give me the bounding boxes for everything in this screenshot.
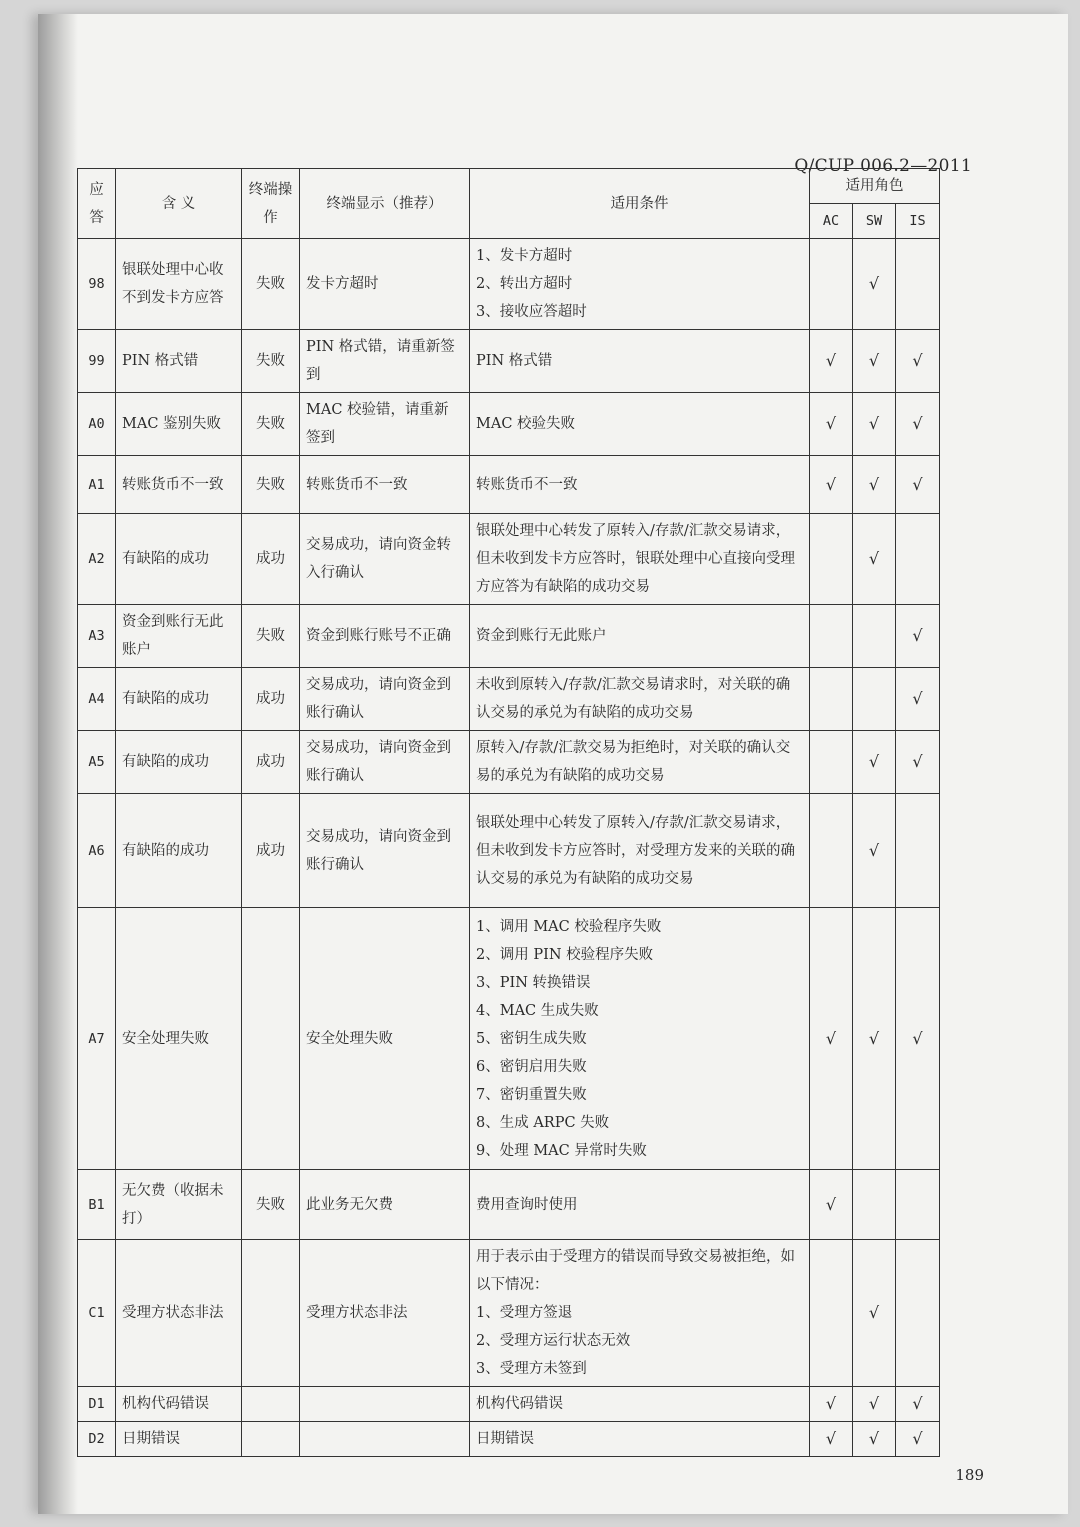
condition-line: 2、受理方运行状态无效: [476, 1333, 631, 1349]
meaning-cell: 有缺陷的成功: [116, 514, 242, 605]
role-ac-check: [810, 514, 853, 605]
response-code-cell: C1: [78, 1240, 116, 1387]
terminal-display-cell: 交易成功，请向资金到账行确认: [300, 731, 470, 794]
role-sw-check: √: [853, 1240, 896, 1387]
condition-line: 5、密钥生成失败: [476, 1030, 587, 1047]
header-row: [78, 169, 940, 204]
terminal-display-cell: 此业务无欠费: [300, 1170, 470, 1240]
role-sw-check: √: [853, 330, 896, 393]
conditions-cell: [470, 514, 810, 605]
condition-line: 2、转出方超时: [476, 276, 573, 292]
standard-code: Q/CUP 006.2—2011: [794, 156, 972, 176]
response-code-cell: A6: [78, 794, 116, 908]
role-sw-check: [853, 1170, 896, 1240]
meaning-cell: 有缺陷的成功: [116, 794, 242, 908]
table-row: [78, 1422, 940, 1457]
terminal-op-cell: [242, 1422, 300, 1457]
role-ac-check: √: [810, 1422, 853, 1457]
header-role-sw: SW: [853, 204, 896, 239]
condition-line: 1、受理方签退: [476, 1305, 573, 1321]
role-is-check: √: [896, 908, 940, 1170]
terminal-display-cell: 安全处理失败: [300, 908, 470, 1170]
role-is-check: [896, 1240, 940, 1387]
table-row: [78, 908, 940, 1170]
condition-line: PIN 格式错: [476, 353, 553, 369]
page-number: 189: [955, 1466, 984, 1484]
header-terminal-op: 终端操作: [242, 169, 300, 239]
response-code-cell: A2: [78, 514, 116, 605]
conditions-cell: [470, 794, 810, 908]
role-is-check: √: [896, 731, 940, 794]
condition-line: 银联处理中心转发了原转入/存款/汇款交易请求，但未收到发卡方应答时，银联处理中心直接向受理方应答为有缺陷的成功交易: [476, 523, 795, 595]
meaning-cell: 转账货币不一致: [116, 456, 242, 514]
terminal-display-cell: 交易成功，请向资金转入行确认: [300, 514, 470, 605]
condition-line: 未收到原转入/存款/汇款交易请求时，对关联的确认交易的承兑为有缺陷的成功交易: [476, 677, 791, 721]
table-row: [78, 239, 940, 330]
meaning-cell: 无欠费（收据未打）: [116, 1170, 242, 1240]
response-code-cell: 98: [78, 239, 116, 330]
role-is-check: √: [896, 605, 940, 668]
table-row: [78, 668, 940, 731]
role-is-check: √: [896, 668, 940, 731]
response-code-cell: D2: [78, 1422, 116, 1457]
header-conditions: 适用条件: [470, 169, 810, 239]
table-row: [78, 514, 940, 605]
table-body: [78, 239, 940, 1457]
condition-line: 4、MAC 生成失败: [476, 1002, 599, 1019]
role-is-check: √: [896, 1387, 940, 1422]
condition-line: 资金到账行无此账户: [476, 628, 607, 644]
response-code-cell: A5: [78, 731, 116, 794]
condition-line: 原转入/存款/汇款交易为拒绝时，对关联的确认交易的承兑为有缺陷的成功交易: [476, 740, 791, 784]
header-role-is: IS: [896, 204, 940, 239]
role-is-check: [896, 794, 940, 908]
condition-line: 3、受理方未签到: [476, 1361, 587, 1377]
terminal-op-cell: 成功: [242, 668, 300, 731]
terminal-display-cell: 受理方状态非法: [300, 1240, 470, 1387]
meaning-cell: 资金到账行无此账户: [116, 605, 242, 668]
condition-line: 日期错误: [476, 1431, 534, 1447]
conditions-cell: [470, 668, 810, 731]
table-row: [78, 393, 940, 456]
role-sw-check: [853, 668, 896, 731]
condition-line: 7、密钥重置失败: [476, 1086, 587, 1103]
conditions-cell: [470, 605, 810, 668]
role-ac-check: [810, 239, 853, 330]
role-ac-check: [810, 668, 853, 731]
table-row: [78, 731, 940, 794]
condition-line: 3、PIN 转换错误: [476, 974, 591, 991]
terminal-op-cell: 成功: [242, 514, 300, 605]
conditions-cell: [470, 393, 810, 456]
conditions-cell: [470, 239, 810, 330]
header-roles-group: 适用角色: [810, 169, 940, 204]
response-code-cell: A7: [78, 908, 116, 1170]
condition-line: 费用查询时使用: [476, 1196, 578, 1213]
response-code-cell: A0: [78, 393, 116, 456]
terminal-display-cell: 发卡方超时: [300, 239, 470, 330]
role-is-check: √: [896, 330, 940, 393]
condition-line: 9、处理 MAC 异常时失败: [476, 1142, 647, 1159]
role-ac-check: [810, 1240, 853, 1387]
meaning-cell: 银联处理中心收不到发卡方应答: [116, 239, 242, 330]
table-row: [78, 330, 940, 393]
book-spine-shadow: [38, 14, 78, 1514]
condition-line: 3、接收应答超时: [476, 304, 587, 320]
role-sw-check: √: [853, 514, 896, 605]
table-row: [78, 794, 940, 908]
conditions-cell: [470, 908, 810, 1170]
role-is-check: √: [896, 1422, 940, 1457]
role-is-check: [896, 514, 940, 605]
terminal-display-cell: PIN 格式错，请重新签到: [300, 330, 470, 393]
terminal-op-cell: 失败: [242, 393, 300, 456]
header-role-ac: AC: [810, 204, 853, 239]
conditions-cell: [470, 1387, 810, 1422]
response-code-cell: B1: [78, 1170, 116, 1240]
role-ac-check: √: [810, 1387, 853, 1422]
role-ac-check: √: [810, 1170, 853, 1240]
condition-line: 机构代码错误: [476, 1396, 563, 1412]
meaning-cell: 日期错误: [116, 1422, 242, 1457]
role-ac-check: √: [810, 393, 853, 456]
meaning-cell: 有缺陷的成功: [116, 668, 242, 731]
terminal-display-cell: [300, 1387, 470, 1422]
condition-line: 用于表示由于受理方的错误而导致交易被拒绝，如以下情况：: [476, 1249, 795, 1293]
response-code-table: [77, 168, 940, 1457]
response-code-cell: A4: [78, 668, 116, 731]
terminal-display-cell: [300, 1422, 470, 1457]
conditions-cell: [470, 1170, 810, 1240]
terminal-op-cell: [242, 1387, 300, 1422]
table-row: [78, 1387, 940, 1422]
condition-line: 转账货币不一致: [476, 476, 578, 493]
response-code-cell: A3: [78, 605, 116, 668]
terminal-display-cell: MAC 校验错，请重新签到: [300, 393, 470, 456]
condition-line: 1、发卡方超时: [476, 248, 573, 264]
role-sw-check: √: [853, 908, 896, 1170]
role-sw-check: √: [853, 393, 896, 456]
meaning-cell: MAC 鉴别失败: [116, 393, 242, 456]
role-sw-check: √: [853, 1422, 896, 1457]
meaning-cell: 受理方状态非法: [116, 1240, 242, 1387]
role-is-check: √: [896, 456, 940, 514]
role-ac-check: √: [810, 456, 853, 514]
role-is-check: √: [896, 393, 940, 456]
role-sw-check: √: [853, 1387, 896, 1422]
terminal-op-cell: 失败: [242, 239, 300, 330]
terminal-display-cell: 资金到账行账号不正确: [300, 605, 470, 668]
terminal-op-cell: 失败: [242, 330, 300, 393]
conditions-cell: [470, 456, 810, 514]
conditions-cell: [470, 731, 810, 794]
role-is-check: [896, 1170, 940, 1240]
terminal-op-cell: 成功: [242, 731, 300, 794]
terminal-op-cell: [242, 908, 300, 1170]
condition-line: 8、生成 ARPC 失败: [476, 1114, 610, 1131]
condition-line: 银联处理中心转发了原转入/存款/汇款交易请求，但未收到发卡方应答时，对受理方发来的关联的确认交易的承兑为有缺陷的成功交易: [476, 814, 795, 887]
terminal-op-cell: [242, 1240, 300, 1387]
role-sw-check: √: [853, 794, 896, 908]
role-sw-check: [853, 605, 896, 668]
response-code-cell: 99: [78, 330, 116, 393]
condition-line: 6、密钥启用失败: [476, 1058, 587, 1075]
table-row: [78, 456, 940, 514]
header-terminal-display: 终端显示（推荐）: [300, 169, 470, 239]
terminal-display-cell: 转账货币不一致: [300, 456, 470, 514]
meaning-cell: 安全处理失败: [116, 908, 242, 1170]
condition-line: MAC 校验失败: [476, 416, 576, 432]
role-sw-check: √: [853, 731, 896, 794]
terminal-display-cell: 交易成功，请向资金到账行确认: [300, 668, 470, 731]
role-sw-check: √: [853, 456, 896, 514]
condition-line: 2、调用 PIN 校验程序失败: [476, 946, 654, 963]
role-ac-check: [810, 605, 853, 668]
terminal-op-cell: 失败: [242, 1170, 300, 1240]
condition-line: 1、调用 MAC 校验程序失败: [476, 918, 662, 935]
meaning-cell: PIN 格式错: [116, 330, 242, 393]
table-row: [78, 1170, 940, 1240]
response-code-cell: D1: [78, 1387, 116, 1422]
conditions-cell: [470, 1240, 810, 1387]
terminal-display-cell: 交易成功，请向资金到账行确认: [300, 794, 470, 908]
table-row: [78, 605, 940, 668]
role-ac-check: [810, 731, 853, 794]
role-ac-check: √: [810, 330, 853, 393]
header-meaning: 含 义: [116, 169, 242, 239]
role-ac-check: [810, 794, 853, 908]
table-row: [78, 1240, 940, 1387]
header-code: 应答: [78, 169, 116, 239]
conditions-cell: [470, 1422, 810, 1457]
role-ac-check: √: [810, 908, 853, 1170]
meaning-cell: 机构代码错误: [116, 1387, 242, 1422]
role-is-check: [896, 239, 940, 330]
meaning-cell: 有缺陷的成功: [116, 731, 242, 794]
response-code-cell: A1: [78, 456, 116, 514]
role-sw-check: √: [853, 239, 896, 330]
conditions-cell: [470, 330, 810, 393]
terminal-op-cell: 失败: [242, 605, 300, 668]
terminal-op-cell: 成功: [242, 794, 300, 908]
terminal-op-cell: 失败: [242, 456, 300, 514]
